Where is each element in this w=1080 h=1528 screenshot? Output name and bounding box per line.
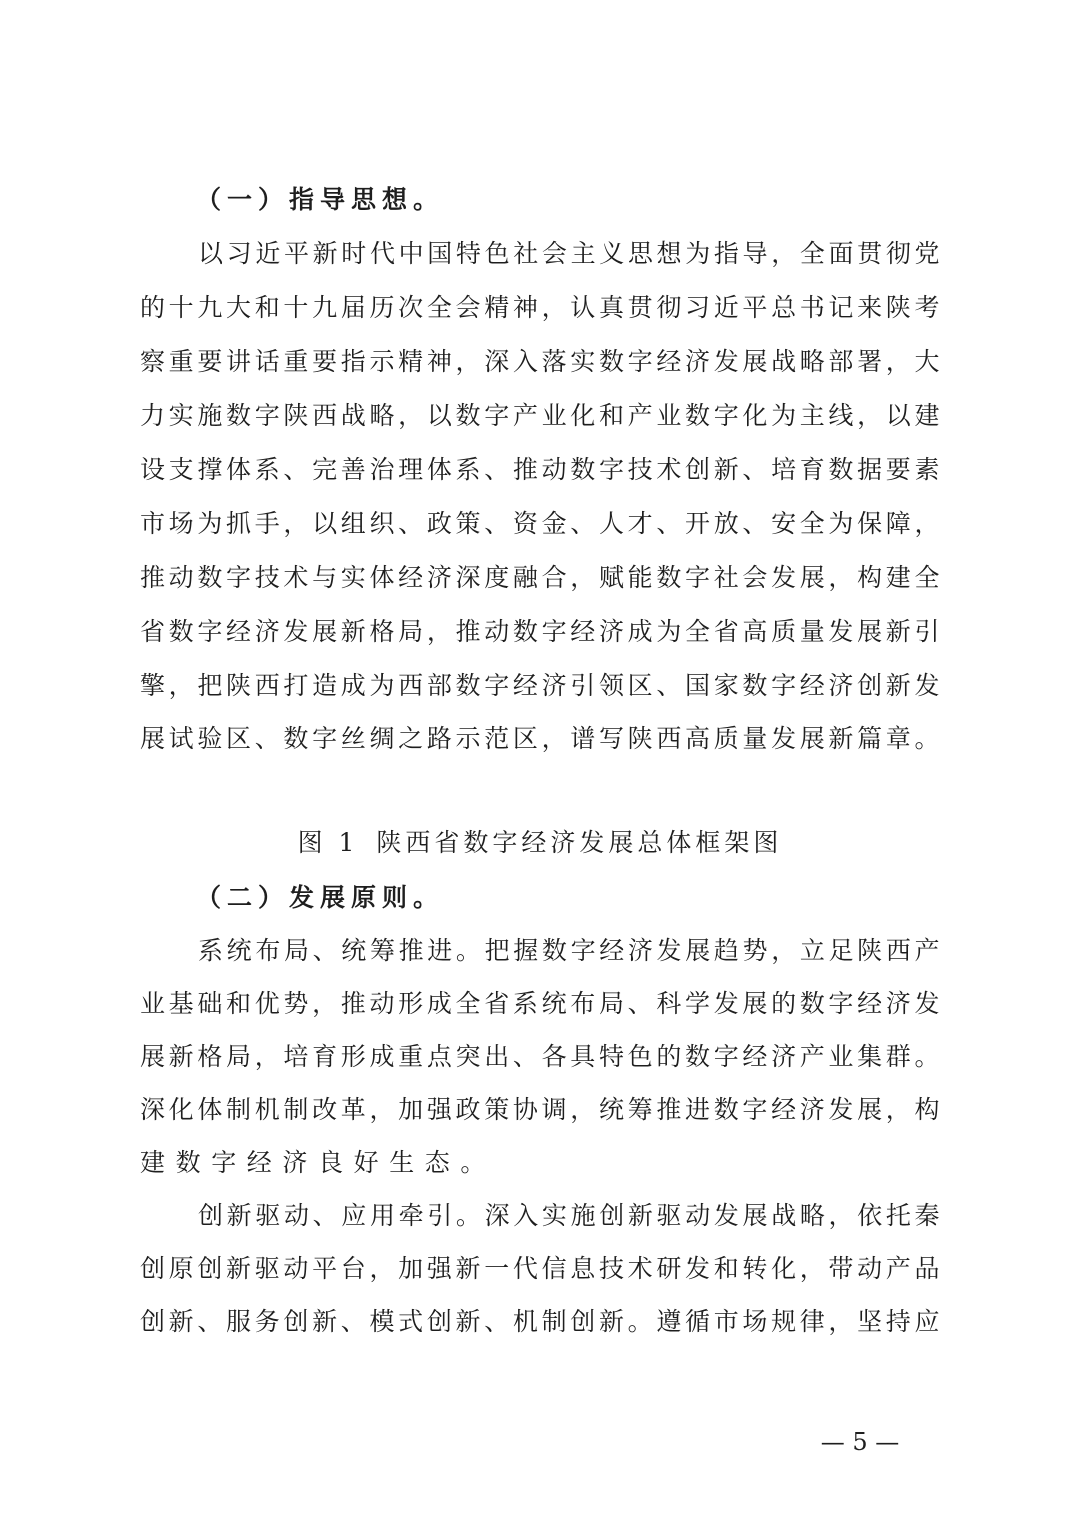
paragraph-line: 展新格局，培育形成重点突出、各具特色的数字经济产业集群。 (140, 1042, 940, 1071)
paragraph-line: 省数字经济发展新格局，推动数字经济成为全省高质量发展新引 (140, 617, 940, 646)
paragraph-line: 展试验区、数字丝绸之路示范区，谱写陕西高质量发展新篇章。 (140, 724, 940, 753)
paragraph-line: 深化体制机制改革，加强政策协调，统筹推进数字经济发展，构 (140, 1095, 940, 1124)
paragraph-line: 系统布局、统筹推进。把握数字经济发展趋势，立足陕西产 (198, 936, 940, 965)
paragraph-line: 的十九大和十九届历次全会精神，认真贯彻习近平总书记来陕考 (140, 293, 940, 322)
paragraph-line: 设支撑体系、完善治理体系、推动数字技术创新、培育数据要素 (140, 455, 940, 484)
figure-number: 图 1 (297, 828, 359, 857)
paragraph-line: 业基础和优势，推动形成全省系统布局、科学发展的数字经济发 (140, 989, 940, 1018)
paragraph-line: 市场为抓手，以组织、政策、资金、人才、开放、安全为保障， (140, 509, 940, 538)
paragraph-line: 创原创新驱动平台，加强新一代信息技术研发和转化，带动产品 (140, 1254, 940, 1283)
figure-title: 陕西省数字经济发展总体框架图 (376, 828, 783, 857)
paragraph-line: 以习近平新时代中国特色社会主义思想为指导，全面贯彻党 (198, 239, 940, 268)
paragraph-line: 察重要讲话重要指示精神，深入落实数字经济发展战略部署，大 (140, 347, 940, 376)
page-number: — 5 — (820, 1428, 900, 1456)
paragraph-line: 建数字经济良好生态。 (140, 1148, 497, 1177)
paragraph-line: 创新驱动、应用牵引。深入实施创新驱动发展战略，依托秦 (198, 1201, 940, 1230)
section-heading-development-principles: （二）发展原则。 (196, 883, 445, 912)
figure-caption (0, 823, 1080, 863)
paragraph-line: 推动数字技术与实体经济深度融合，赋能数字社会发展，构建全 (140, 563, 940, 592)
paragraph-line: 擎，把陕西打造成为西部数字经济引领区、国家数字经济创新发 (140, 671, 940, 700)
paragraph-line: 创新、服务创新、模式创新、机制创新。遵循市场规律，坚持应 (140, 1307, 940, 1336)
section-heading-guiding-ideology: （一）指导思想。 (196, 185, 445, 214)
paragraph-line: 力实施数字陕西战略，以数字产业化和产业数字化为主线，以建 (140, 401, 940, 430)
